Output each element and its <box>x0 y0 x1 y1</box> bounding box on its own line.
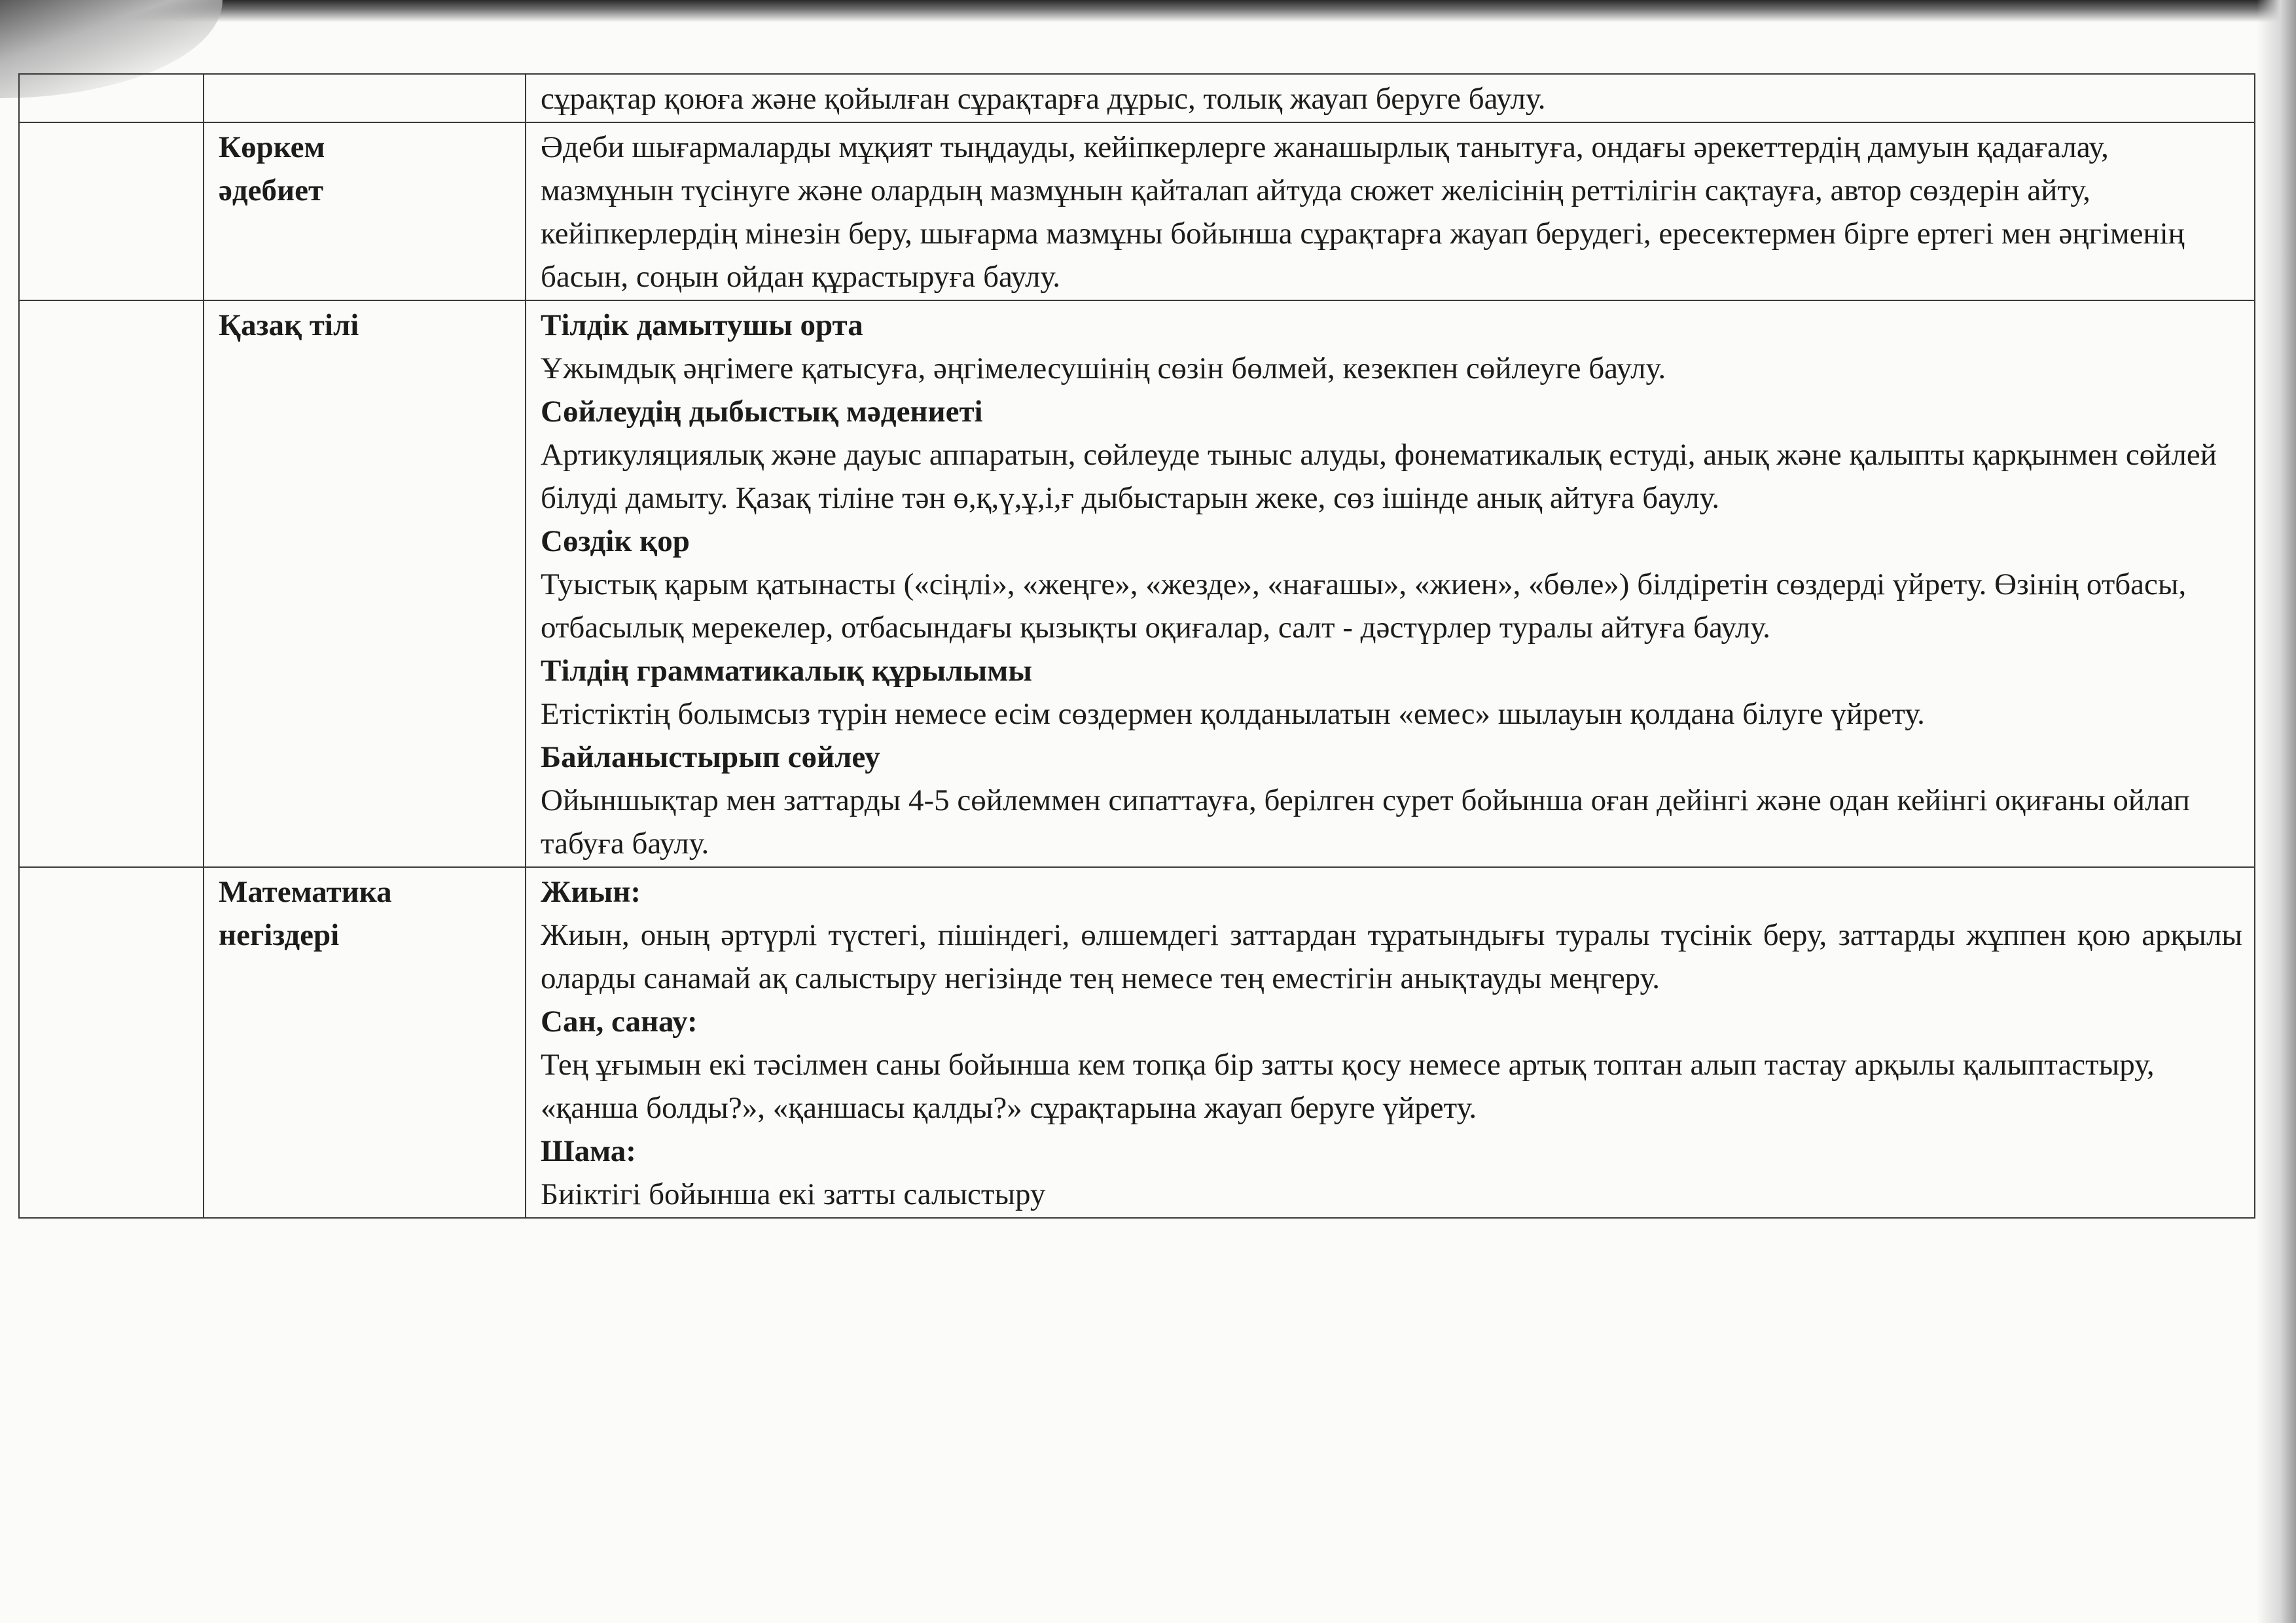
content-text: Биіктігі бойынша екі затты салыстыру <box>541 1177 1046 1211</box>
empty-cell <box>19 74 204 122</box>
section-heading: Тілдік дамытушы орта <box>541 308 863 342</box>
content-cell <box>526 74 2255 122</box>
subject-cell <box>204 867 526 1218</box>
section-heading: Сан, санау: <box>541 1005 698 1039</box>
section-heading: Байланыстырып сөйлеу <box>541 740 880 774</box>
content-text: Ойыншықтар мен заттарды 4-5 сөйлеммен сипаттауға, берілген сурет бойынша оған дейінгі және одан кейінгі оқиғаны ойлап табуға баулу. <box>541 783 2190 861</box>
table-row <box>19 867 2255 1218</box>
content-text: Әдеби шығармаларды мұқият тыңдауды, кейіпкерлерге жанашырлық танытуға, ондағы әрекеттердің дамуын қадағалау, мазмұнын түсінуге және олардың мазмұнын қайталап айтуда сюжет желісінің реттілігін сақтауға, автор сөздерін айту, кейіпкерлердің мінезін беру, шығарма мазмұны бойынша сұрақтарға жауап берудегі, ересектермен бірге ертегі мен әңгіменің басын, соңын ойдан құрастыруға баулу. <box>541 130 2185 294</box>
subject-cell <box>204 300 526 867</box>
table-row <box>19 300 2255 867</box>
subject-label: Қазақ тілі <box>219 308 359 342</box>
section-heading: Жиын: <box>541 875 641 909</box>
section-heading: Тілдің грамматикалық құрылымы <box>541 654 1032 688</box>
content-text: Ұжымдық әңгімеге қатысуға, әңгімелесушінің сөзін бөлмей, кезекпен сөйлеуге баулу. <box>541 351 1666 385</box>
subject-label: негіздері <box>219 918 340 952</box>
scan-right-edge <box>2257 0 2296 1623</box>
content-cell <box>526 122 2255 300</box>
table-row <box>19 122 2255 300</box>
content-cell <box>526 300 2255 867</box>
curriculum-table <box>18 73 2255 1219</box>
empty-cell <box>19 122 204 300</box>
subject-label: Математика <box>219 875 392 909</box>
subject-label: Көркем <box>219 130 325 164</box>
empty-cell <box>19 300 204 867</box>
section-heading: Сөздік қор <box>541 524 690 558</box>
content-text: Артикуляциялық және дауыс аппаратын, сөйлеуде тыныс алуды, фонематикалық естуді, анық және қалыпты қарқынмен сөйлей білуді дамыту. Қазақ тіліне тән ө,қ,ү,ұ,і,ғ дыбыстарын жеке, сөз ішінде анық айтуға баулу. <box>541 438 2217 515</box>
table-row <box>19 74 2255 122</box>
content-text: сұрақтар қоюға және қойылған сұрақтарға дұрыс, толық жауап беруге баулу. <box>541 82 1546 116</box>
subject-cell <box>204 74 526 122</box>
content-text: Жиын, оның әртүрлі түстегі, пішіндегі, өлшемдегі заттардан тұратындығы туралы түсінік беру, заттарды жұппен қою арқылы оларды санамай ақ салыстыру негізінде тең немесе тең еместігін анықтауды меңгеру. <box>541 918 2242 995</box>
empty-cell <box>19 867 204 1218</box>
content-text: Тең ұғымын екі тәсілмен саны бойынша кем топқа бір затты қосу немесе артық топтан алып тастау арқылы қалыптастыру, «қанша болды?», «қаншасы қалды?» сұрақтарына жауап беруге үйрету. <box>541 1048 2155 1125</box>
content-text: Етістіктің болымсыз түрін немесе есім сөздермен қолданылатын «емес» шылауын қолдана білуге үйрету. <box>541 697 1925 731</box>
section-heading: Шама: <box>541 1134 636 1168</box>
subject-label: әдебиет <box>219 173 324 207</box>
scan-top-shadow <box>0 0 2296 22</box>
content-cell <box>526 867 2255 1218</box>
section-heading: Сөйлеудің дыбыстық мәдениеті <box>541 395 983 429</box>
subject-cell <box>204 122 526 300</box>
content-text: Туыстық қарым қатынасты («сіңлі», «жеңге», «жезде», «нағашы», «жиен», «бөле») білдіретін сөздерді үйрету. Өзінің отбасы, отбасылық мерекелер, отбасындағы қызықты оқиғалар, салт - дәстүрлер туралы айтуға баулу. <box>541 567 2187 645</box>
